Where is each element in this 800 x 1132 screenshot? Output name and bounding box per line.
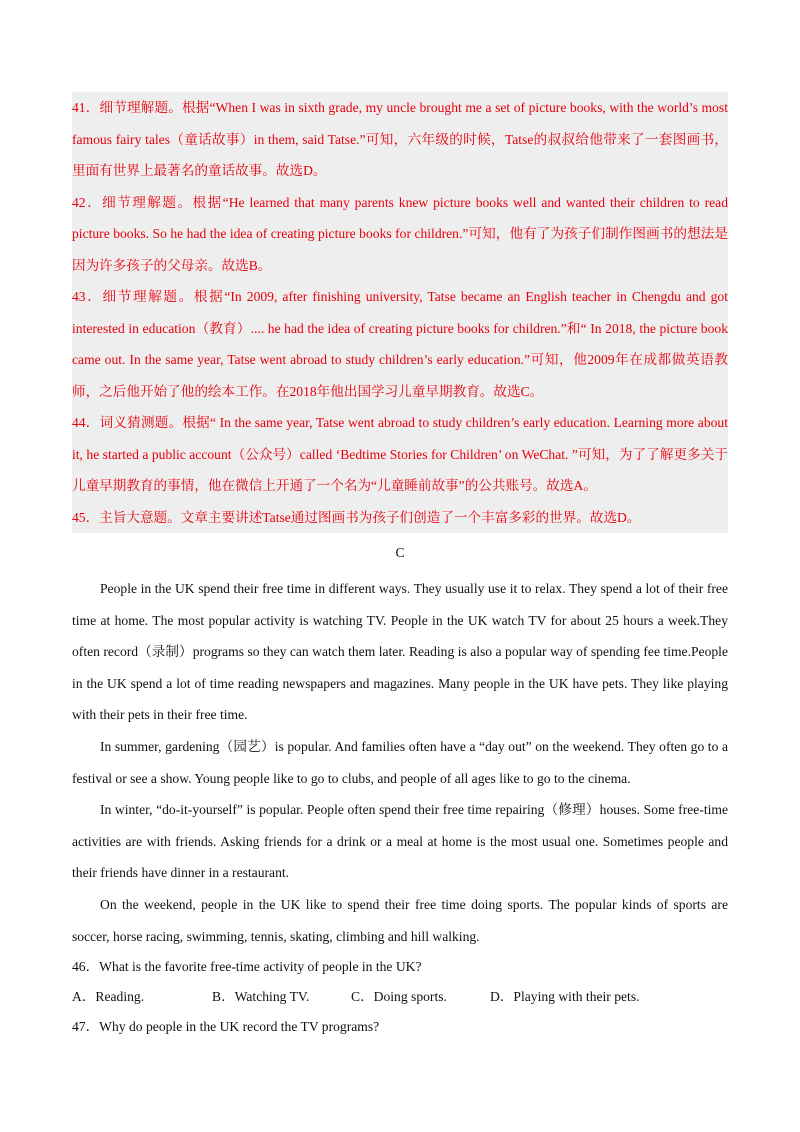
- question-47: 47．Why do people in the UK record the TV programs?: [72, 1019, 380, 1035]
- question-46: 46．What is the favorite free-time activity of people in the UK?: [72, 959, 422, 975]
- option-b: B．Watching TV.: [212, 989, 310, 1005]
- answer-explanations: [72, 92, 728, 533]
- answer-41: 41．细节理解题。根据“When I was in sixth grade, my uncle brought me a set of picture books, with the world’s most famous fairy tales（童话故事）in them, said Tatse.”可知，六年级的时候，Tatse的叔叔给他带来了一套图画书，里面有世界上最著名的童话故事。故选D。: [72, 100, 728, 178]
- passage-paragraph: People in the UK spend their free time in different ways. They usually use it to relax. They spend a lot of their free time at home. The most popular activity is watching TV. People in the UK watch TV for about 25 hours a week.They often record（录制）programs so they can watch them later. Reading is also a popular way of spending fee time.People in the UK spend a lot of time reading newspapers and magazines. Many people in the UK have pets. They like playing with their pets in their free time.: [72, 581, 728, 723]
- section-label: C: [395, 545, 405, 560]
- answer-42: 42．细节理解题。根据“He learned that many parents knew picture books well and wanted their children to read picture books. So he had the idea of creating picture books for children.”可知，他有了为孩子们制作图画书的想法是因为许多孩子的父母亲。故选B。: [72, 194, 728, 273]
- option-d: D．Playing with their pets.: [490, 989, 640, 1005]
- passage-paragraph: In winter, “do-it-yourself” is popular. People often spend their free time repairing（修理）houses. Some free-time activities are with friends. Asking friends for a drink or a meal at home is the most usual one. Sometimes people and their friends have dinner in a restaurant.: [72, 802, 728, 881]
- passage-paragraph: On the weekend, people in the UK like to spend their free time doing sports. The popular kinds of sports are soccer, horse racing, swimming, tennis, skating, climbing and hill walking.: [72, 896, 728, 944]
- document-page: [72, 92, 728, 1042]
- answer-43: 43．细节理解题。根据“In 2009, after finishing university, Tatse became an English teacher in Chengdu and got interested in education（教育）.... he had the idea of creating picture books for children.”和“ In 2018, the picture book came out. In the same year, Tatse went abroad to study children’s early education.”可知，他2009年在成都做英语教师，之后他开始了他的绘本工作。在2018年他出国学习儿童早期教育。故选C。: [72, 289, 728, 399]
- passage-paragraph: In summer, gardening（园艺）is popular. And families often have a “day out” on the weekend. They often go to a festival or see a show. Young people like to go to clubs, and people of all ages like to go to the cinema.: [72, 738, 728, 786]
- reading-passage: [72, 573, 728, 952]
- answer-45: 45．主旨大意题。文章主要讲述Tatse通过图画书为孩子们创造了一个丰富多彩的世界。故选D。: [72, 509, 641, 525]
- question-46-options: [72, 982, 728, 1012]
- answer-44: 44．词义猜测题。根据“ In the same year, Tatse went abroad to study children’s early education. Learning more about it, he started a public account（公众号）called ‘Bedtime Stories for Children’ on WeChat. ”可知，为了了解更多关于儿童早期教育的事情，他在微信上开通了一个名为“儿童睡前故事”的公共账号。故选A。: [72, 415, 728, 493]
- option-c: C．Doing sports.: [351, 989, 447, 1005]
- option-a: A．Reading.: [72, 989, 145, 1005]
